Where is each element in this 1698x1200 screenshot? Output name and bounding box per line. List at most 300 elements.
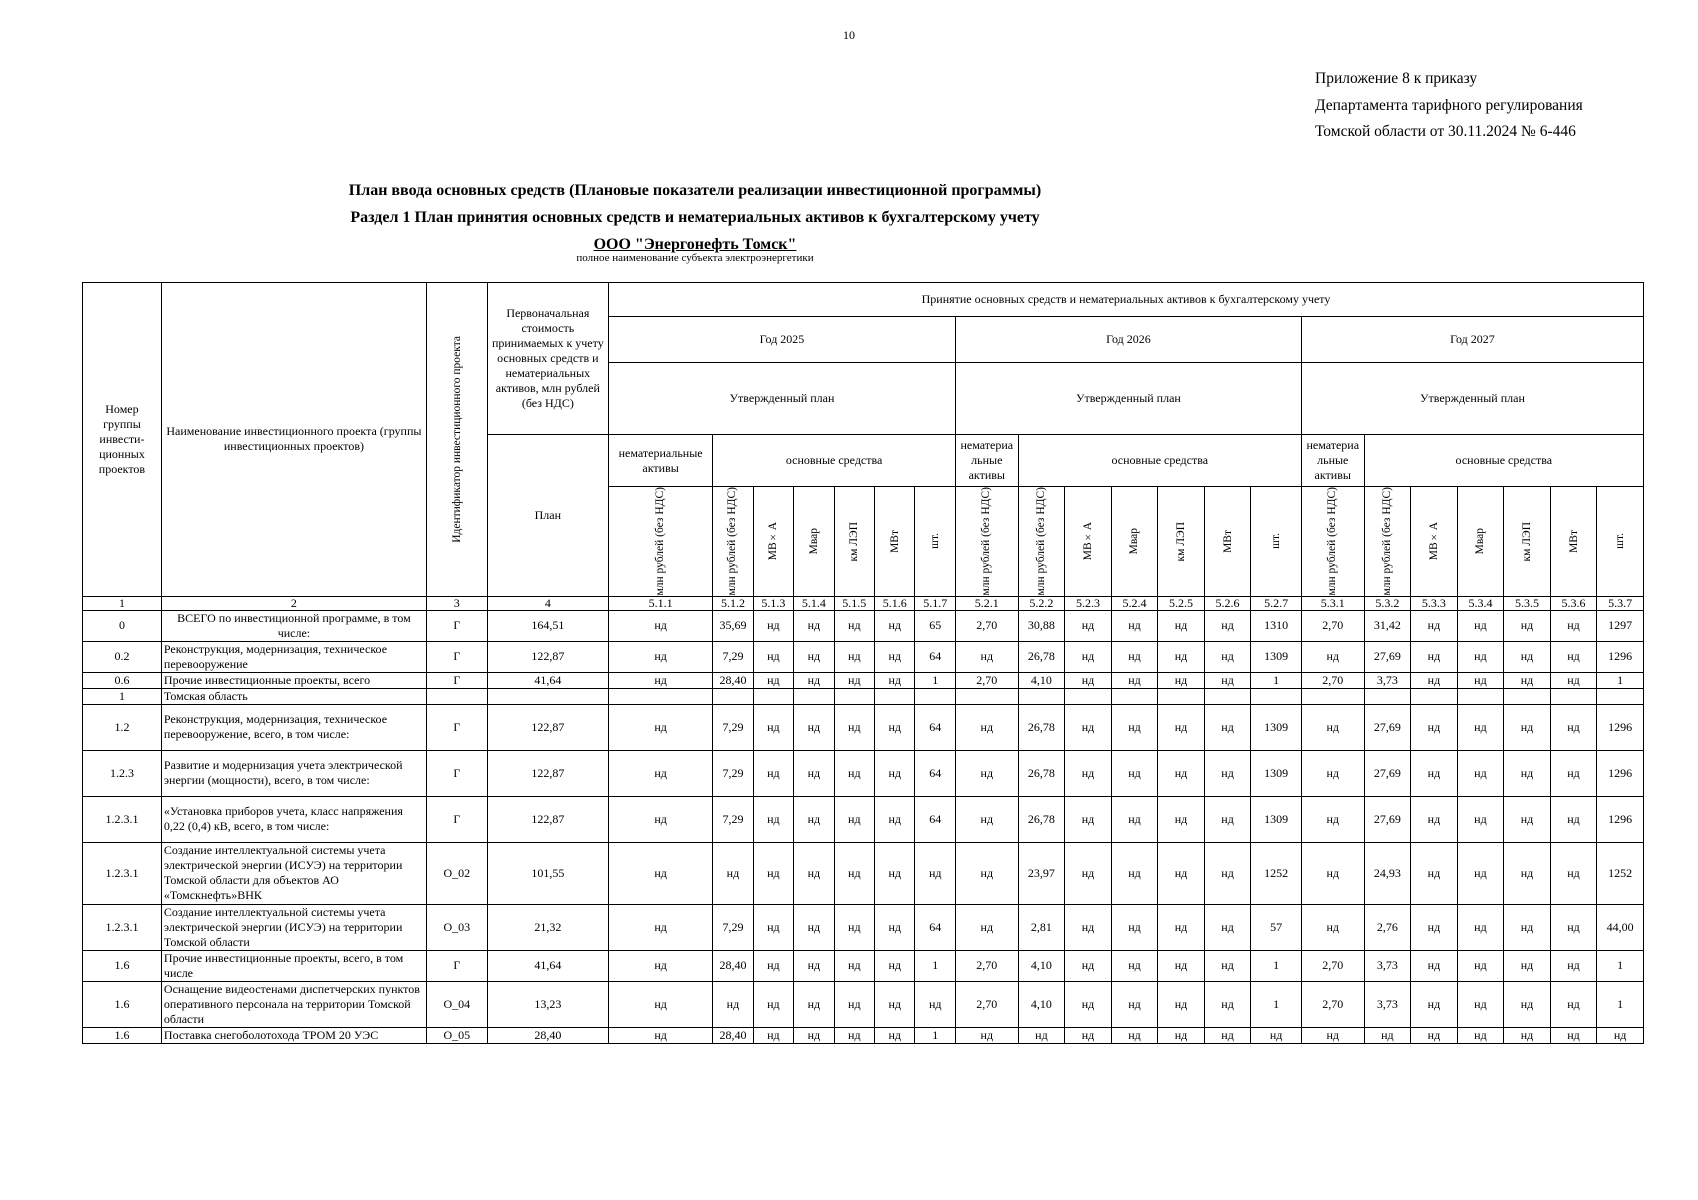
row-value-cell: нд <box>1204 842 1251 904</box>
row-value-cell: нд <box>1504 610 1551 641</box>
row-value-cell: нд <box>1550 950 1597 981</box>
unit-label: МВ×А <box>1427 522 1440 561</box>
row-value-cell: нд <box>609 950 713 981</box>
unit-label: млн рублей (без НДС) <box>1380 487 1393 596</box>
unit-cell <box>1065 487 1112 597</box>
row-value-cell: нд <box>1504 641 1551 672</box>
row-value-cell: нд <box>1411 981 1458 1027</box>
row-value-cell: 64 <box>915 704 955 750</box>
row-project-name: Оснащение видеостенами диспетчерских пунктов оперативного персонала на территории Томской области <box>161 981 426 1027</box>
row-plan-value: 41,64 <box>487 672 608 688</box>
header-intangible-2025: нематериальные активы <box>609 435 713 487</box>
row-value-cell: нд <box>1158 1027 1205 1043</box>
row-value-cell: нд <box>1457 904 1504 950</box>
row-value-cell <box>794 688 834 704</box>
document-title <box>300 177 1090 258</box>
row-value-cell: 2,70 <box>1301 981 1364 1027</box>
row-group-number: 0.6 <box>83 672 162 688</box>
unit-label: Мвар <box>807 528 820 555</box>
row-value-cell: нд <box>1411 641 1458 672</box>
table-row <box>83 796 1644 842</box>
row-value-cell: нд <box>753 842 793 904</box>
row-value-cell <box>1550 688 1597 704</box>
row-value-cell: нд <box>1597 1027 1644 1043</box>
row-value-cell: нд <box>1301 842 1364 904</box>
row-value-cell: 57 <box>1251 904 1302 950</box>
table-row <box>83 950 1644 981</box>
row-group-number: 0.2 <box>83 641 162 672</box>
header-approved-plan-2025: Утвержденный план <box>609 363 956 435</box>
row-value-cell: нд <box>1411 1027 1458 1043</box>
row-value-cell: нд <box>794 641 834 672</box>
row-group-number: 1.2.3 <box>83 750 162 796</box>
row-project-name: Создание интеллектуальной системы учета электрической энергии (ИСУЭ) на территории Томской области <box>161 904 426 950</box>
unit-label: млн рублей (без НДС) <box>1326 487 1339 596</box>
row-plan-value: 122,87 <box>487 750 608 796</box>
row-value-cell: нд <box>1411 610 1458 641</box>
row-value-cell: нд <box>609 641 713 672</box>
row-value-cell <box>1251 688 1302 704</box>
unit-label: Мвар <box>1128 528 1141 555</box>
unit-cell <box>753 487 793 597</box>
row-value-cell: 1252 <box>1251 842 1302 904</box>
row-value-cell: 2,70 <box>955 672 1018 688</box>
row-value-cell: нд <box>955 796 1018 842</box>
row-value-cell: нд <box>1065 750 1112 796</box>
row-value-cell: нд <box>1457 950 1504 981</box>
row-project-name: ВСЕГО по инвестиционной программе, в том числе: <box>161 610 426 641</box>
row-value-cell: 1296 <box>1597 796 1644 842</box>
column-number: 5.1.2 <box>713 596 753 610</box>
column-number: 5.3.5 <box>1504 596 1551 610</box>
row-value-cell: 26,78 <box>1018 750 1065 796</box>
header-approved-plan-2027: Утвержденный план <box>1301 363 1643 435</box>
row-value-cell: нд <box>1065 981 1112 1027</box>
row-value-cell: 7,29 <box>713 796 753 842</box>
row-value-cell: 1 <box>1597 981 1644 1027</box>
row-value-cell: 1309 <box>1251 796 1302 842</box>
column-number: 5.2.1 <box>955 596 1018 610</box>
row-value-cell: нд <box>875 950 915 981</box>
row-identifier: Г <box>426 641 487 672</box>
row-value-cell: нд <box>609 981 713 1027</box>
row-value-cell: нд <box>1301 750 1364 796</box>
row-value-cell: нд <box>834 704 874 750</box>
header-initial-cost: Первоначальная стоимость принимаемых к учету основных средств и нематериальных активов, млн рублей (без НДС) <box>487 283 608 435</box>
row-value-cell <box>1364 688 1411 704</box>
row-value-cell: нд <box>1018 1027 1065 1043</box>
row-value-cell: 44,00 <box>1597 904 1644 950</box>
row-value-cell: 30,88 <box>1018 610 1065 641</box>
row-value-cell: нд <box>794 904 834 950</box>
row-identifier: Г <box>426 950 487 981</box>
row-value-cell <box>1411 688 1458 704</box>
table-row <box>83 842 1644 904</box>
row-group-number: 1 <box>83 688 162 704</box>
unit-cell <box>834 487 874 597</box>
row-plan-value: 101,55 <box>487 842 608 904</box>
unit-cell <box>1158 487 1205 597</box>
row-value-cell: 1309 <box>1251 750 1302 796</box>
table-row <box>83 1027 1644 1043</box>
unit-label: МВт <box>1221 529 1234 553</box>
row-value-cell: нд <box>1457 750 1504 796</box>
row-value-cell: нд <box>1504 950 1551 981</box>
row-value-cell: нд <box>1065 704 1112 750</box>
unit-cell <box>915 487 955 597</box>
row-value-cell <box>1111 688 1158 704</box>
row-value-cell: нд <box>753 704 793 750</box>
row-identifier: Г <box>426 750 487 796</box>
row-value-cell: нд <box>1504 1027 1551 1043</box>
row-value-cell: нд <box>609 750 713 796</box>
row-value-cell: 7,29 <box>713 904 753 950</box>
row-plan-value: 164,51 <box>487 610 608 641</box>
approval-block <box>1315 66 1583 146</box>
row-project-name: Прочие инвестиционные проекты, всего <box>161 672 426 688</box>
row-value-cell: нд <box>1204 610 1251 641</box>
row-value-cell: нд <box>794 704 834 750</box>
header-year-2027: Год 2027 <box>1301 317 1643 363</box>
row-value-cell: нд <box>1411 842 1458 904</box>
row-group-number: 1.2 <box>83 704 162 750</box>
row-value-cell: 2,70 <box>1301 672 1364 688</box>
unit-label: шт. <box>1614 533 1627 550</box>
row-value-cell: нд <box>1158 904 1205 950</box>
row-value-cell: нд <box>609 904 713 950</box>
row-value-cell: 2,70 <box>955 950 1018 981</box>
row-value-cell: 26,78 <box>1018 704 1065 750</box>
row-value-cell <box>1204 688 1251 704</box>
row-value-cell: 7,29 <box>713 641 753 672</box>
row-value-cell: 35,69 <box>713 610 753 641</box>
unit-cell <box>713 487 753 597</box>
row-value-cell: нд <box>1158 981 1205 1027</box>
row-value-cell: 65 <box>915 610 955 641</box>
row-value-cell: нд <box>1204 904 1251 950</box>
row-value-cell: 3,73 <box>1364 950 1411 981</box>
title-line-2: Раздел 1 План принятия основных средств и нематериальных активов к бухгалтерскому учету <box>350 209 1040 226</box>
row-value-cell <box>1301 688 1364 704</box>
row-value-cell: нд <box>1111 641 1158 672</box>
row-identifier: Г <box>426 610 487 641</box>
header-fixed-assets-2026: основные средства <box>1018 435 1301 487</box>
row-value-cell: нд <box>834 842 874 904</box>
row-value-cell: нд <box>1550 672 1597 688</box>
unit-label: км ЛЭП <box>1175 521 1188 561</box>
unit-label: млн рублей (без НДС) <box>980 487 993 596</box>
row-project-name: Создание интеллектуальной системы учета электрической энергии (ИСУЭ) на территории Томской области для объектов АО «Томскнефть»ВНК <box>161 842 426 904</box>
row-value-cell: нд <box>955 1027 1018 1043</box>
header-fixed-assets-2027: основные средства <box>1364 435 1643 487</box>
row-value-cell: нд <box>834 750 874 796</box>
unit-cell <box>1018 487 1065 597</box>
row-value-cell: нд <box>1065 796 1112 842</box>
row-value-cell: 3,73 <box>1364 981 1411 1027</box>
row-value-cell: 2,81 <box>1018 904 1065 950</box>
row-value-cell: нд <box>794 796 834 842</box>
row-value-cell: нд <box>1504 842 1551 904</box>
row-plan-value: 122,87 <box>487 641 608 672</box>
row-value-cell: нд <box>794 750 834 796</box>
row-value-cell: 4,10 <box>1018 950 1065 981</box>
row-value-cell: нд <box>1364 1027 1411 1043</box>
approval-line-2: Департамента тарифного регулирования <box>1315 96 1583 114</box>
row-value-cell: нд <box>1111 610 1158 641</box>
row-value-cell: нд <box>609 796 713 842</box>
table-row <box>83 610 1644 641</box>
column-number: 5.3.1 <box>1301 596 1364 610</box>
row-value-cell: нд <box>1550 641 1597 672</box>
organization-name: ООО "Энергонефть Томск" <box>593 236 797 253</box>
row-value-cell: нд <box>1204 796 1251 842</box>
row-value-cell: нд <box>1111 796 1158 842</box>
row-value-cell: 7,29 <box>713 704 753 750</box>
table-row <box>83 672 1644 688</box>
row-value-cell: 1296 <box>1597 750 1644 796</box>
row-value-cell: нд <box>875 641 915 672</box>
row-value-cell: нд <box>1550 704 1597 750</box>
row-value-cell: 4,10 <box>1018 672 1065 688</box>
unit-label: млн рублей (без НДС) <box>1034 487 1047 596</box>
row-value-cell: 1309 <box>1251 704 1302 750</box>
unit-label: шт. <box>929 533 942 550</box>
row-plan-value: 41,64 <box>487 950 608 981</box>
row-value-cell <box>1018 688 1065 704</box>
column-number: 5.2.2 <box>1018 596 1065 610</box>
row-identifier: O_05 <box>426 1027 487 1043</box>
row-value-cell: 27,69 <box>1364 641 1411 672</box>
row-value-cell: 28,40 <box>713 1027 753 1043</box>
row-project-name: «Установка приборов учета, класс напряжения 0,22 (0,4) кВ, всего, в том числе: <box>161 796 426 842</box>
row-value-cell: 1 <box>1597 950 1644 981</box>
row-value-cell: 1297 <box>1597 610 1644 641</box>
column-number: 1 <box>83 596 162 610</box>
row-value-cell: нд <box>1550 750 1597 796</box>
row-value-cell: 2,70 <box>955 610 1018 641</box>
row-value-cell: 26,78 <box>1018 796 1065 842</box>
row-value-cell: нд <box>1065 641 1112 672</box>
row-value-cell: нд <box>1251 1027 1302 1043</box>
row-group-number: 1.2.3.1 <box>83 796 162 842</box>
row-value-cell: нд <box>1504 704 1551 750</box>
row-value-cell: нд <box>1301 796 1364 842</box>
row-value-cell: нд <box>834 981 874 1027</box>
row-value-cell: нд <box>955 842 1018 904</box>
row-value-cell: нд <box>1457 1027 1504 1043</box>
row-value-cell: 1 <box>1251 672 1302 688</box>
row-group-number: 1.6 <box>83 981 162 1027</box>
row-value-cell: нд <box>875 672 915 688</box>
row-value-cell: 2,70 <box>955 981 1018 1027</box>
row-value-cell: нд <box>753 610 793 641</box>
column-number: 5.3.7 <box>1597 596 1644 610</box>
row-value-cell: нд <box>609 704 713 750</box>
row-value-cell: нд <box>1111 1027 1158 1043</box>
row-value-cell: нд <box>834 610 874 641</box>
row-project-name: Развитие и модернизация учета электрической энергии (мощности), всего, в том числе: <box>161 750 426 796</box>
row-plan-value: 122,87 <box>487 704 608 750</box>
unit-label: МВт <box>888 529 901 553</box>
row-value-cell: 2,76 <box>1364 904 1411 950</box>
row-value-cell: 4,10 <box>1018 981 1065 1027</box>
row-value-cell: нд <box>875 796 915 842</box>
row-value-cell <box>955 688 1018 704</box>
row-identifier: O_03 <box>426 904 487 950</box>
row-value-cell: нд <box>1457 672 1504 688</box>
row-value-cell: нд <box>1204 641 1251 672</box>
row-value-cell: нд <box>1065 842 1112 904</box>
row-value-cell: нд <box>1411 672 1458 688</box>
row-project-name: Реконструкция, модернизация, техническое перевооружение <box>161 641 426 672</box>
row-value-cell: нд <box>713 981 753 1027</box>
row-value-cell: 64 <box>915 904 955 950</box>
row-value-cell: нд <box>794 842 834 904</box>
row-group-number: 1.6 <box>83 950 162 981</box>
header-identifier: Идентификатор инвестиционного проекта <box>450 335 463 543</box>
row-value-cell: нд <box>794 1027 834 1043</box>
row-value-cell: нд <box>753 1027 793 1043</box>
row-value-cell: нд <box>1065 904 1112 950</box>
unit-cell <box>1364 487 1411 597</box>
row-value-cell: нд <box>875 1027 915 1043</box>
row-value-cell: нд <box>1111 904 1158 950</box>
column-number: 5.3.3 <box>1411 596 1458 610</box>
unit-label: км ЛЭП <box>1520 521 1533 561</box>
title-line-1: План ввода основных средств (Плановые показатели реализации инвестиционной программы) <box>348 182 1042 199</box>
row-value-cell: нд <box>753 950 793 981</box>
column-number-row <box>83 596 1644 610</box>
row-value-cell: нд <box>753 672 793 688</box>
header-fixed-assets-2025: основные средства <box>713 435 956 487</box>
table-row <box>83 688 1644 704</box>
column-number: 5.2.4 <box>1111 596 1158 610</box>
unit-cell <box>1204 487 1251 597</box>
column-number: 4 <box>487 596 608 610</box>
row-identifier: Г <box>426 672 487 688</box>
row-value-cell: 2,70 <box>1301 950 1364 981</box>
table-row <box>83 904 1644 950</box>
row-value-cell: нд <box>1158 950 1205 981</box>
header-project-name: Наименование инвестиционного проекта (группы инвестиционных проектов) <box>161 283 426 597</box>
approval-line-1: Приложение 8 к приказу <box>1315 70 1478 87</box>
page-number: 10 <box>843 28 855 42</box>
row-value-cell: нд <box>834 904 874 950</box>
row-value-cell: нд <box>1411 750 1458 796</box>
row-plan-value <box>487 688 608 704</box>
row-value-cell <box>713 688 753 704</box>
column-number: 5.1.5 <box>834 596 874 610</box>
column-number: 5.1.1 <box>609 596 713 610</box>
row-value-cell: 1310 <box>1251 610 1302 641</box>
row-project-name: Прочие инвестиционные проекты, всего, в том числе <box>161 950 426 981</box>
row-value-cell: нд <box>794 610 834 641</box>
unit-label: МВ×А <box>767 522 780 561</box>
investment-table <box>82 282 1644 1044</box>
row-project-name: Реконструкция, модернизация, техническое перевооружение, всего, в том числе: <box>161 704 426 750</box>
row-group-number: 1.2.3.1 <box>83 904 162 950</box>
row-value-cell: нд <box>1504 904 1551 950</box>
row-value-cell: 24,93 <box>1364 842 1411 904</box>
row-value-cell: нд <box>1457 796 1504 842</box>
row-value-cell <box>1158 688 1205 704</box>
row-value-cell: нд <box>875 904 915 950</box>
row-value-cell <box>1457 688 1504 704</box>
unit-cell <box>794 487 834 597</box>
row-value-cell: нд <box>1457 610 1504 641</box>
unit-label: МВ×А <box>1081 522 1094 561</box>
row-value-cell: 1 <box>915 1027 955 1043</box>
row-identifier: Г <box>426 796 487 842</box>
row-value-cell: нд <box>1111 981 1158 1027</box>
table-row <box>83 750 1644 796</box>
row-value-cell: 2,70 <box>1301 610 1364 641</box>
unit-label: шт. <box>1270 533 1283 550</box>
row-value-cell: 1 <box>915 672 955 688</box>
header-intangible-2026: нематериа льные активы <box>955 435 1018 487</box>
header-year-2026: Год 2026 <box>955 317 1301 363</box>
row-plan-value: 13,23 <box>487 981 608 1027</box>
column-number: 5.2.7 <box>1251 596 1302 610</box>
row-value-cell: нд <box>1204 981 1251 1027</box>
header-intangible-2027: нематериа льные активы <box>1301 435 1364 487</box>
row-plan-value: 21,32 <box>487 904 608 950</box>
row-value-cell: нд <box>753 904 793 950</box>
row-group-number: 1.6 <box>83 1027 162 1043</box>
row-value-cell: 1309 <box>1251 641 1302 672</box>
row-value-cell: нд <box>1411 904 1458 950</box>
row-project-name: Поставка снегоболотохода ТРОМ 20 УЭС <box>161 1027 426 1043</box>
unit-cell <box>955 487 1018 597</box>
row-identifier: Г <box>426 704 487 750</box>
row-value-cell: нд <box>753 750 793 796</box>
row-value-cell: нд <box>1065 950 1112 981</box>
column-number: 5.3.6 <box>1550 596 1597 610</box>
row-value-cell: нд <box>1457 641 1504 672</box>
row-value-cell: нд <box>1550 1027 1597 1043</box>
row-value-cell: нд <box>1065 1027 1112 1043</box>
row-value-cell: нд <box>915 981 955 1027</box>
row-value-cell: нд <box>1301 904 1364 950</box>
row-value-cell: нд <box>1504 796 1551 842</box>
row-value-cell: нд <box>1550 610 1597 641</box>
row-value-cell: 1 <box>915 950 955 981</box>
row-value-cell: 27,69 <box>1364 796 1411 842</box>
row-value-cell: нд <box>1158 842 1205 904</box>
row-value-cell <box>609 688 713 704</box>
unit-cell <box>1411 487 1458 597</box>
row-value-cell: 28,40 <box>713 672 753 688</box>
row-value-cell: нд <box>1204 1027 1251 1043</box>
column-number: 2 <box>161 596 426 610</box>
row-value-cell: нд <box>1158 750 1205 796</box>
row-value-cell <box>834 688 874 704</box>
row-value-cell: нд <box>1111 672 1158 688</box>
header-plan: План <box>487 435 608 597</box>
row-value-cell: нд <box>1111 750 1158 796</box>
row-value-cell: 1296 <box>1597 704 1644 750</box>
header-identifier-cell <box>426 283 487 597</box>
row-value-cell: нд <box>1550 842 1597 904</box>
column-number: 5.3.4 <box>1457 596 1504 610</box>
row-group-number: 0 <box>83 610 162 641</box>
row-value-cell: 1 <box>1251 950 1302 981</box>
row-value-cell: нд <box>753 981 793 1027</box>
column-number: 5.1.3 <box>753 596 793 610</box>
row-value-cell <box>915 688 955 704</box>
row-value-cell: 26,78 <box>1018 641 1065 672</box>
unit-cell <box>1111 487 1158 597</box>
